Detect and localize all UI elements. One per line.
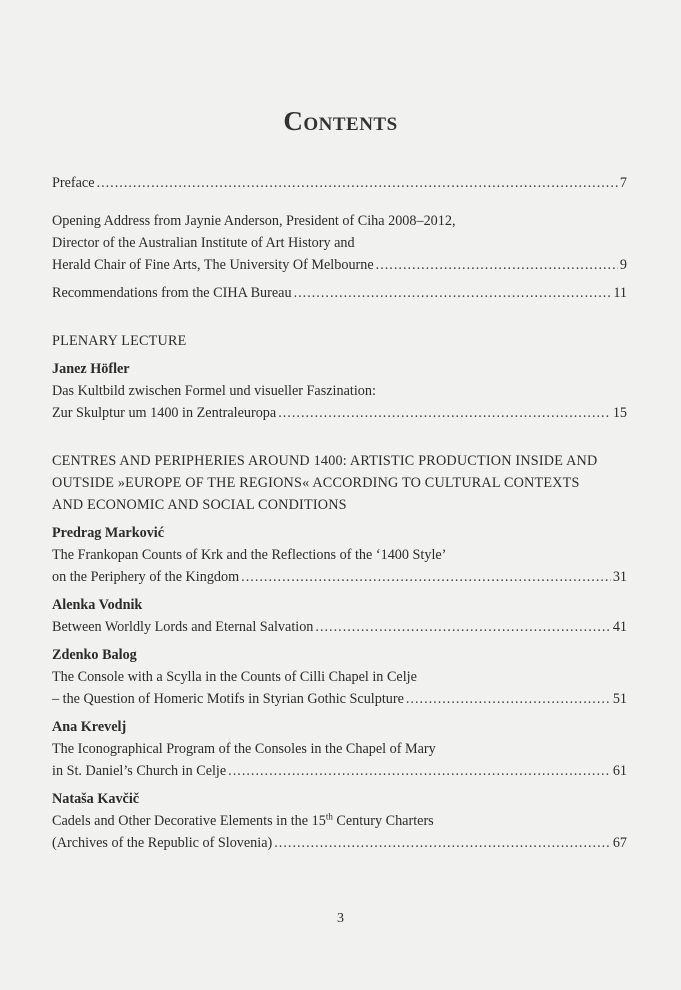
dot-leader <box>274 832 611 854</box>
toc-entry-title: Opening Address from Jaynie Anderson, President of Ciha 2008–2012, <box>52 213 456 229</box>
section-heading-centres-line-3: AND ECONOMIC AND SOCIAL CONDITIONS <box>52 497 347 513</box>
toc-page-number: 7 <box>619 175 627 191</box>
toc-entry-title: The Frankopan Counts of Krk and the Reflections of the ‘1400 Style’ <box>52 547 447 563</box>
toc-page-number: 31 <box>612 569 627 585</box>
toc-entry-line <box>52 810 627 832</box>
table-of-contents <box>52 172 627 854</box>
toc-entry-line <box>52 544 627 566</box>
toc-entry-title <box>52 810 434 832</box>
toc-entry-recommendations <box>52 282 627 304</box>
dot-leader <box>294 282 612 304</box>
toc-entry-title: Between Worldly Lords and Eternal Salvation <box>52 619 314 635</box>
section-heading-centres-line-2: OUTSIDE »EUROPE OF THE REGIONS« ACCORDING TO CULTURAL CONTEXTS <box>52 475 580 491</box>
author-name: Janez Höfler <box>52 361 130 377</box>
title-text: Cadels and Other Decorative Elements in the 15 <box>52 813 326 829</box>
toc-entry-title: Das Kultbild zwischen Formel und visueller Faszination: <box>52 383 376 399</box>
toc-entry-title: Preface <box>52 175 95 191</box>
toc-entry-preface <box>52 172 627 194</box>
toc-entry-title: The Iconographical Program of the Consoles in the Chapel of Mary <box>52 741 436 757</box>
dot-leader <box>241 566 611 588</box>
toc-entry-line <box>52 402 627 424</box>
toc-page-number: 67 <box>612 835 627 851</box>
author-name: Zdenko Balog <box>52 647 137 663</box>
toc-entry-line <box>52 380 627 402</box>
toc-page-number: 41 <box>612 619 627 635</box>
dot-leader <box>406 688 611 710</box>
toc-entry-title: (Archives of the Republic of Slovenia) <box>52 835 273 851</box>
ordinal-superscript: th <box>325 811 333 822</box>
section-heading-plenary: PLENARY LECTURE <box>52 333 187 349</box>
toc-entry-title: Herald Chair of Fine Arts, The University Of Melbourne <box>52 257 374 273</box>
toc-entry-title: – the Question of Homeric Motifs in Styrian Gothic Sculpture <box>52 691 404 707</box>
toc-page-number: 51 <box>612 691 627 707</box>
toc-entry-line <box>52 832 627 854</box>
author-name: Predrag Marković <box>52 525 165 541</box>
toc-entry-title: The Console with a Scylla in the Counts of Cilli Chapel in Celje <box>52 669 417 685</box>
page-number: 3 <box>337 911 344 926</box>
dot-leader <box>376 254 618 276</box>
toc-entry-opening-line-2 <box>52 232 627 254</box>
toc-entry-line <box>52 688 627 710</box>
toc-entry-line <box>52 566 627 588</box>
dot-leader <box>228 760 611 782</box>
toc-entry-title: in St. Daniel’s Church in Celje <box>52 763 227 779</box>
dot-leader <box>315 616 610 638</box>
toc-entry-opening-line-3 <box>52 254 627 276</box>
dot-leader <box>278 402 611 424</box>
toc-entry-title: Director of the Australian Institute of Art History and <box>52 235 355 251</box>
toc-page-number: 11 <box>613 285 627 301</box>
toc-entry-title: Recommendations from the CIHA Bureau <box>52 285 292 301</box>
toc-entry-line <box>52 760 627 782</box>
toc-entry-line <box>52 738 627 760</box>
dot-leader <box>97 172 618 194</box>
toc-entry-line <box>52 666 627 688</box>
toc-entry-title: on the Periphery of the Kingdom <box>52 569 240 585</box>
toc-entry-line <box>52 616 627 638</box>
toc-page-number: 9 <box>619 257 627 273</box>
title-text: Century Charters <box>332 813 434 829</box>
author-name: Ana Krevelj <box>52 719 127 735</box>
author-name: Alenka Vodnik <box>52 597 143 613</box>
toc-entry-title: Zur Skulptur um 1400 in Zentraleuropa <box>52 405 277 421</box>
toc-page-number: 15 <box>612 405 627 421</box>
toc-page-number: 61 <box>612 763 627 779</box>
toc-entry-opening-line-1 <box>52 210 627 232</box>
section-heading-centres-line-1: CENTRES AND PERIPHERIES AROUND 1400: ARTISTIC PRODUCTION INSIDE AND <box>52 453 598 469</box>
author-name: Nataša Kavčič <box>52 791 140 807</box>
page-title: Contents <box>283 106 398 136</box>
